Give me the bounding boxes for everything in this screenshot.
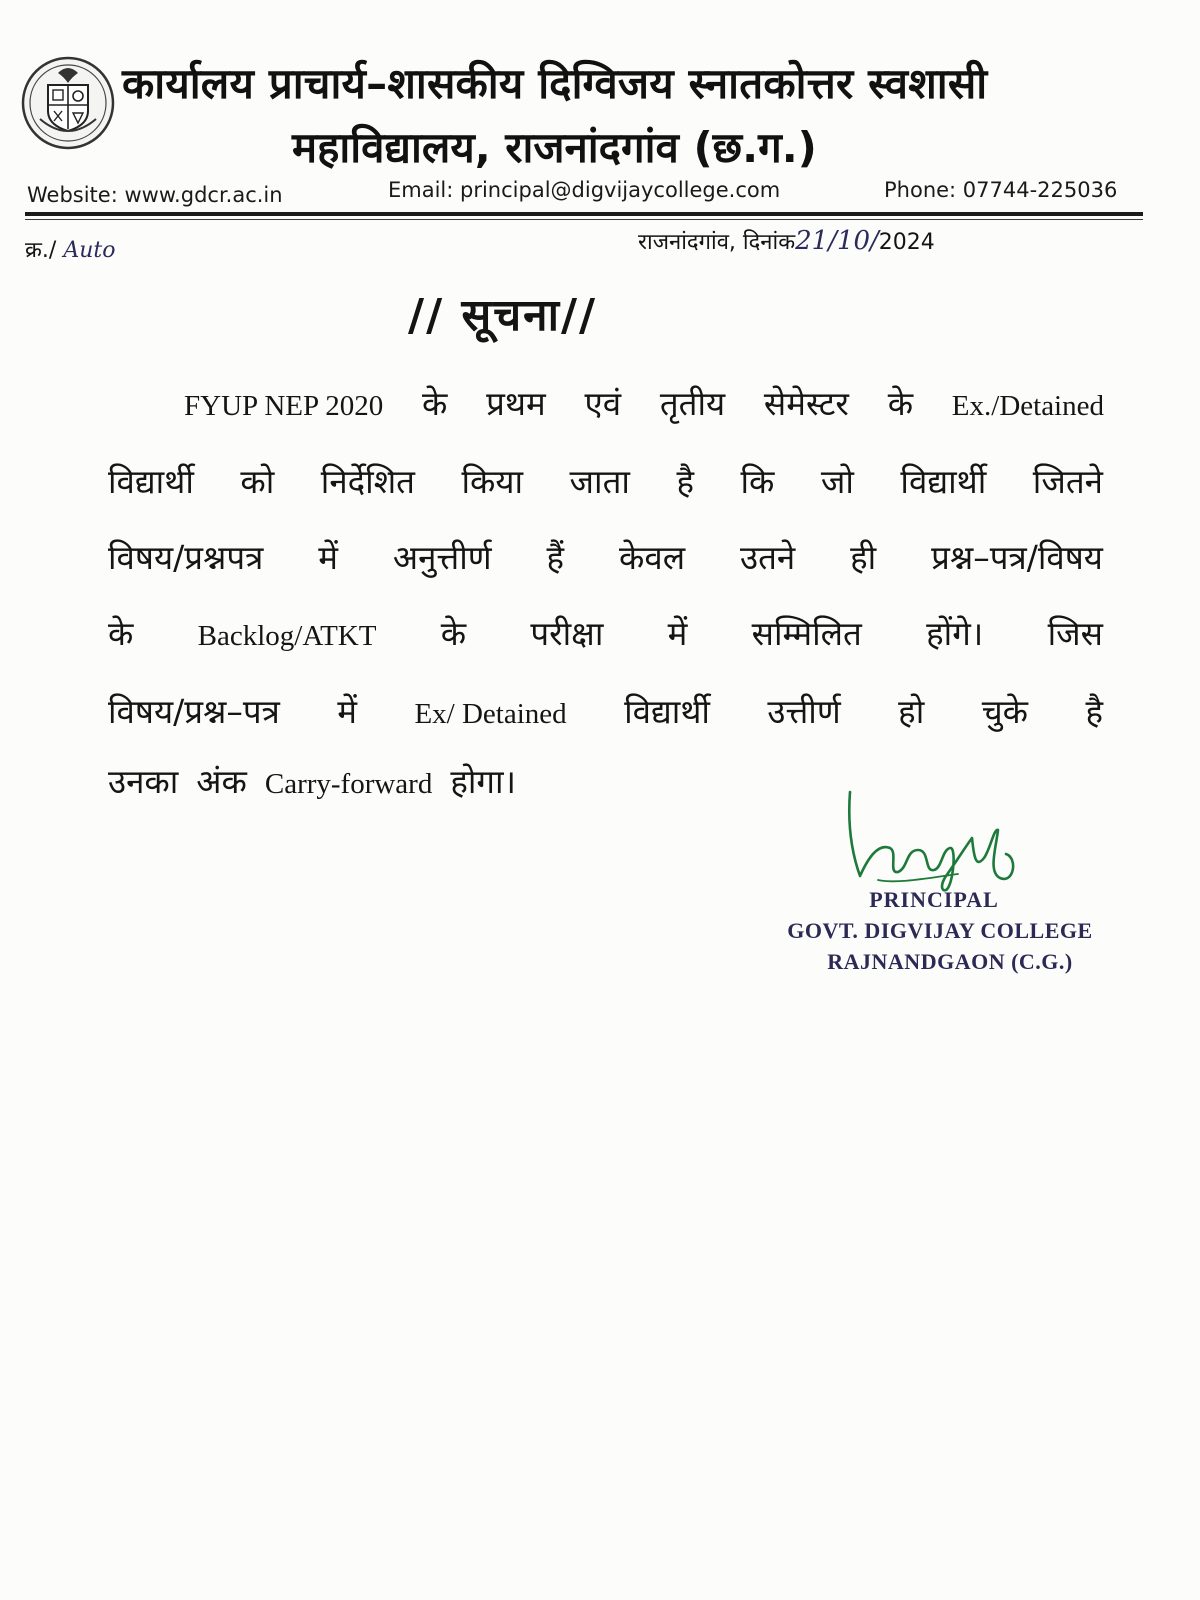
- body-word: में: [318, 538, 338, 577]
- body-word: जिस: [1047, 614, 1103, 653]
- body-word: उत्तीर्ण: [767, 692, 841, 731]
- body-line-2: [108, 460, 1103, 504]
- reference-prefix: क्र./: [25, 238, 57, 263]
- body-word: तृतीय: [659, 384, 726, 423]
- body-word: किया: [461, 462, 524, 501]
- place-date-label: राजनांदगांव, दिनांक: [638, 230, 796, 255]
- body-word: है: [676, 462, 694, 501]
- body-word: कि: [740, 462, 775, 501]
- phone-text: Phone: 07744-225036: [884, 178, 1118, 202]
- body-word: के: [440, 614, 467, 653]
- body-word: एवं: [584, 384, 622, 423]
- body-word: होंगे।: [926, 614, 984, 653]
- body-word: उनका: [108, 762, 179, 801]
- stamp-title: PRINCIPAL: [869, 887, 999, 912]
- body-word: जितने: [1032, 462, 1103, 501]
- website-text: Website: www.gdcr.ac.in: [27, 183, 283, 207]
- body-line-4: [108, 612, 1103, 658]
- body-word: को: [240, 462, 275, 501]
- body-word: में: [667, 614, 688, 653]
- body-word: केवल: [619, 538, 686, 577]
- body-word: विषय/प्रश्नपत्र: [108, 538, 264, 577]
- college-emblem-logo: [20, 55, 116, 151]
- body-word: प्रश्न–पत्र/विषय: [931, 538, 1103, 577]
- header-divider: [25, 212, 1143, 216]
- body-line-6: [108, 760, 516, 806]
- body-word: ही: [850, 538, 877, 577]
- body-word: विद्यार्थी: [900, 462, 987, 501]
- body-word: चुके: [981, 692, 1029, 731]
- body-word: हो: [898, 692, 925, 731]
- body-word: है: [1085, 692, 1103, 731]
- body-word: जाता: [569, 462, 630, 501]
- body-word: सम्मिलित: [751, 614, 862, 653]
- body-word: के: [108, 614, 134, 653]
- reference-number-value: Auto: [63, 238, 116, 263]
- date-handwritten: 21/10/: [795, 226, 879, 256]
- body-word: हैं: [546, 538, 565, 577]
- body-word: Ex./Detained: [951, 390, 1104, 422]
- body-word: सेमेस्टर: [763, 384, 849, 423]
- body-word: निर्देशित: [320, 462, 415, 501]
- body-word: उतने: [740, 538, 796, 577]
- body-word: में: [337, 692, 357, 731]
- body-line-1: [184, 382, 1104, 428]
- body-word: अंक: [196, 762, 247, 801]
- stamp-location: RAJNANDGAON (C.G.): [827, 949, 1073, 974]
- body-word: Ex/ Detained: [414, 698, 567, 730]
- body-word: जो: [820, 462, 854, 501]
- stamp-college: GOVT. DIGVIJAY COLLEGE: [787, 918, 1093, 943]
- body-word: विषय/प्रश्न–पत्र: [108, 692, 280, 731]
- body-word: के: [887, 384, 914, 423]
- body-line-5: [108, 690, 1103, 736]
- body-word: FYUP NEP 2020: [184, 390, 384, 422]
- email-text: Email: principal@digvijaycollege.com: [388, 178, 781, 202]
- body-word: विद्यार्थी: [108, 462, 194, 501]
- body-word: Carry-forward: [264, 768, 433, 800]
- body-word: के: [422, 384, 448, 423]
- body-word: प्रथम: [486, 384, 546, 423]
- body-word: Backlog/ATKT: [197, 620, 377, 652]
- principal-stamp: [700, 884, 1100, 977]
- notice-title: // सूचना//: [408, 290, 598, 341]
- body-line-3: [108, 536, 1103, 580]
- reference-number: [25, 236, 115, 266]
- place-date-line: [638, 226, 935, 258]
- college-name-line2: महाविद्यालय, राजनांदगांव (छ.ग.): [292, 123, 817, 172]
- body-word: होगा।: [450, 762, 517, 801]
- college-name-line1: कार्यालय प्राचार्य–शासकीय दिग्विजय स्नातकोत्तर स्वशासी: [122, 59, 988, 108]
- body-word: परीक्षा: [530, 614, 604, 653]
- body-word: विद्यार्थी: [624, 692, 710, 731]
- header-divider-thin: [25, 219, 1143, 220]
- date-year: 2024: [878, 230, 935, 255]
- body-word: अनुत्तीर्ण: [392, 538, 492, 577]
